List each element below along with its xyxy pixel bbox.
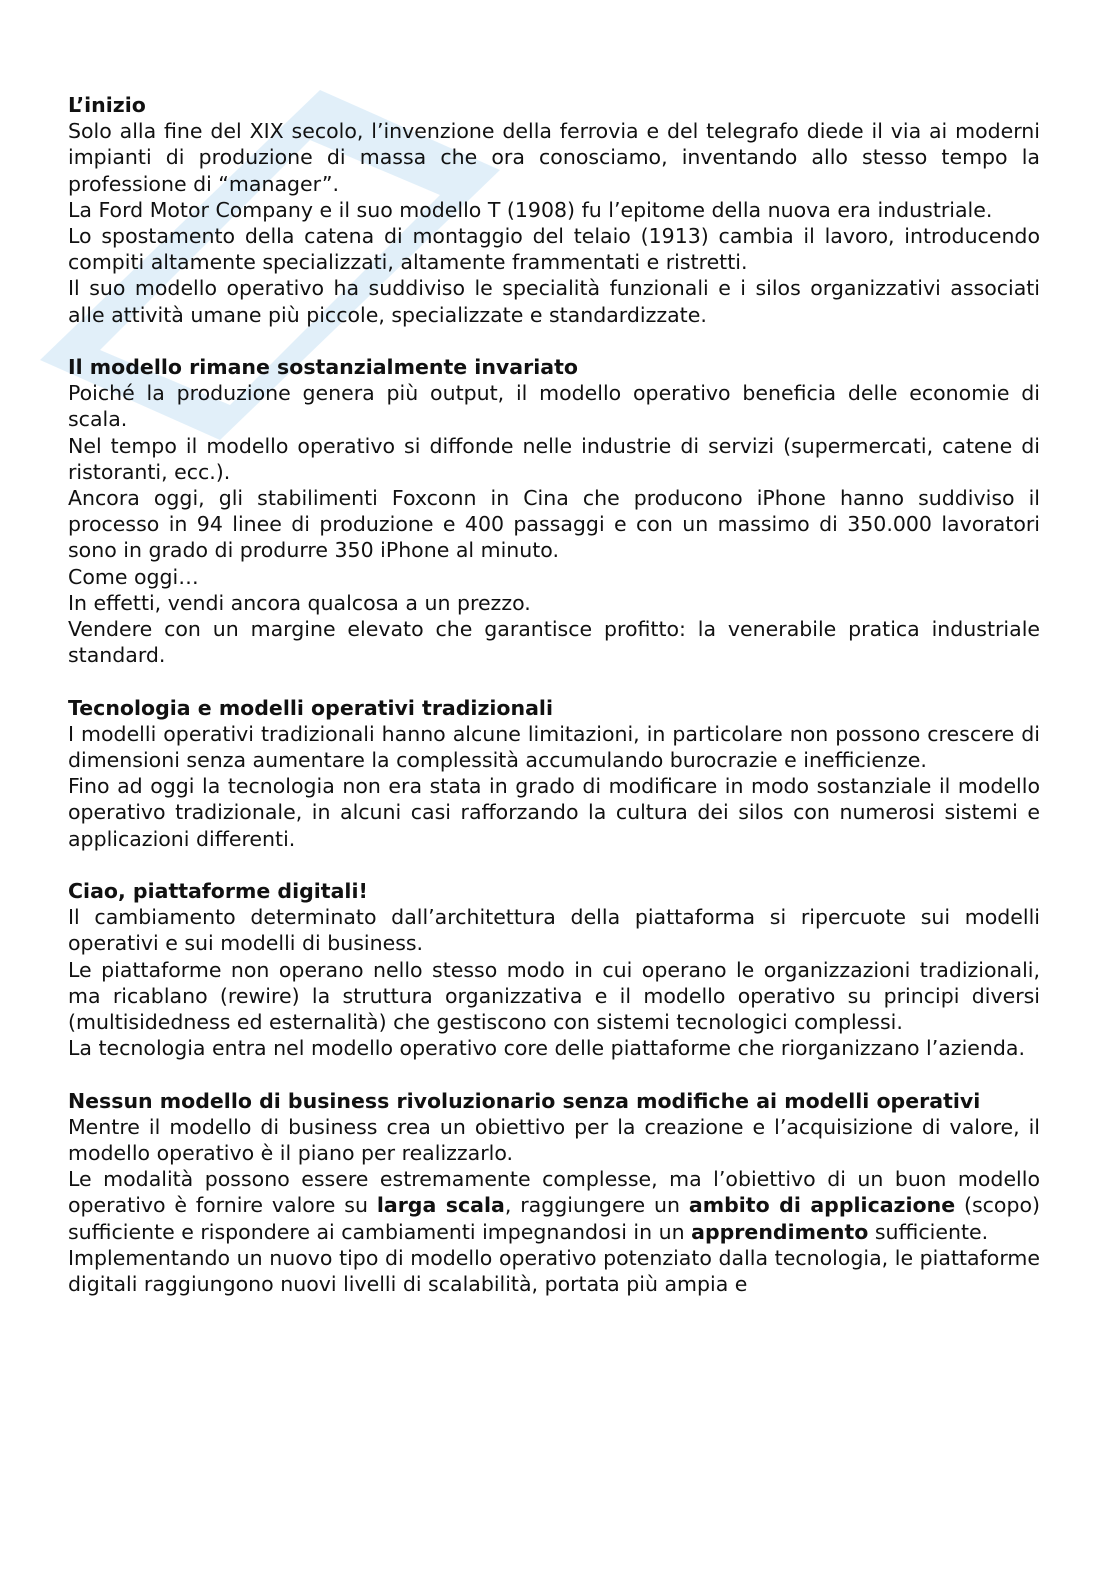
- text-run: Le modalità possono essere estremamente complesse, ma l’obiettivo di un buon modello operativo è fornire valore su: [68, 1167, 1040, 1218]
- paragraph: Solo alla fine del XIX secolo, l’invenzione della ferrovia e del telegrafo diede il via ai moderni impianti di produzione di massa che ora conosciamo, inventando allo stesso tempo la professione di “manager”.: [68, 119, 1040, 196]
- section-heading: Tecnologia e modelli operativi tradizionali: [68, 695, 553, 720]
- paragraph: In effetti, vendi ancora qualcosa a un prezzo.: [68, 590, 531, 615]
- document-page: [68, 92, 1040, 1323]
- paragraph: Il suo modello operativo ha suddiviso le specialità funzionali e i silos organizzativi associati alle attività umane più piccole, specializzate e standardizzate.: [68, 276, 1040, 327]
- text-run: (scopo) sufficiente e rispondere ai cambiamenti impegnandosi in un: [68, 1193, 1041, 1244]
- paragraph: Fino ad oggi la tecnologia non era stata in grado di modificare in modo sostanziale il modello operativo tradizionale, in alcuni casi rafforzando la cultura dei silos con numerosi sistemi e applicazioni differenti.: [68, 774, 1040, 851]
- emphasis-apprendimento: apprendimento: [691, 1219, 869, 1244]
- paragraph: Come oggi…: [68, 564, 199, 589]
- section-heading: Il modello rimane sostanzialmente invariato: [68, 355, 578, 380]
- paragraph: Poiché la produzione genera più output, il modello operativo beneficia delle economie di scala.: [68, 381, 1040, 432]
- section-heading: Nessun modello di business rivoluzionario senza modifiche ai modelli operativi: [68, 1088, 981, 1113]
- text-run: sufficiente.: [868, 1219, 989, 1244]
- paragraph: Lo spostamento della catena di montaggio del telaio (1913) cambia il lavoro, introducendo compiti altamente specializzati, altamente frammentati e ristretti.: [68, 224, 1040, 275]
- paragraph-with-emphasis: [68, 1166, 1040, 1245]
- section-nessun-modello: [68, 1088, 1040, 1298]
- section-heading: L’inizio: [68, 93, 146, 117]
- section-modello-invariato: [68, 354, 1040, 668]
- section-heading: Ciao, piattaforme digitali!: [68, 879, 368, 904]
- paragraph: Ancora oggi, gli stabilimenti Foxconn in Cina che producono iPhone hanno suddiviso il processo in 94 linee di produzione e 400 passaggi e con un massimo di 350.000 lavoratori sono in grado di produrre 350 iPhone al minuto.: [68, 486, 1040, 563]
- paragraph: Le piattaforme non operano nello stesso modo in cui operano le organizzazioni tradizionali, ma ricablano (rewire) la struttura organizzativa e il modello operativo su principi diversi (multisidedness ed esternalità) che gestiscono con sistemi tecnologici complessi.: [68, 957, 1040, 1035]
- paragraph: Vendere con un margine elevato che garantisce profitto: la venerabile pratica industriale standard.: [68, 617, 1040, 668]
- paragraph: La Ford Motor Company e il suo modello T (1908) fu l’epitome della nuova era industriale.: [68, 197, 993, 222]
- paragraph: Implementando un nuovo tipo di modello operativo potenziato dalla tecnologia, le piattaforme digitali raggiungono nuovi livelli di scalabilità, portata più ampia e: [68, 1245, 1040, 1297]
- paragraph: Nel tempo il modello operativo si diffonde nelle industrie di servizi (supermercati, catene di ristoranti, ecc.).: [68, 433, 1040, 484]
- paragraph: Il cambiamento determinato dall’architettura della piattaforma si ripercuote sui modelli operativi e sui modelli di business.: [68, 905, 1040, 956]
- paragraph: Mentre il modello di business crea un obiettivo per la creazione e l’acquisizione di valore, il modello operativo è il piano per realizzarlo.: [68, 1114, 1040, 1166]
- section-inizio: [68, 92, 1040, 328]
- text-run: , raggiungere un: [504, 1193, 689, 1218]
- section-tecnologia-tradizionali: [68, 695, 1040, 852]
- paragraph: La tecnologia entra nel modello operativo core delle piattaforme che riorganizzano l’azienda.: [68, 1036, 1025, 1061]
- section-piattaforme-digitali: [68, 878, 1040, 1061]
- paragraph: I modelli operativi tradizionali hanno alcune limitazioni, in particolare non possono crescere di dimensioni senza aumentare la complessità accumulando burocrazie e inefficienze.: [68, 721, 1040, 773]
- emphasis-ambito: ambito di applicazione: [688, 1193, 956, 1218]
- emphasis-larga-scala: larga scala: [376, 1193, 505, 1218]
